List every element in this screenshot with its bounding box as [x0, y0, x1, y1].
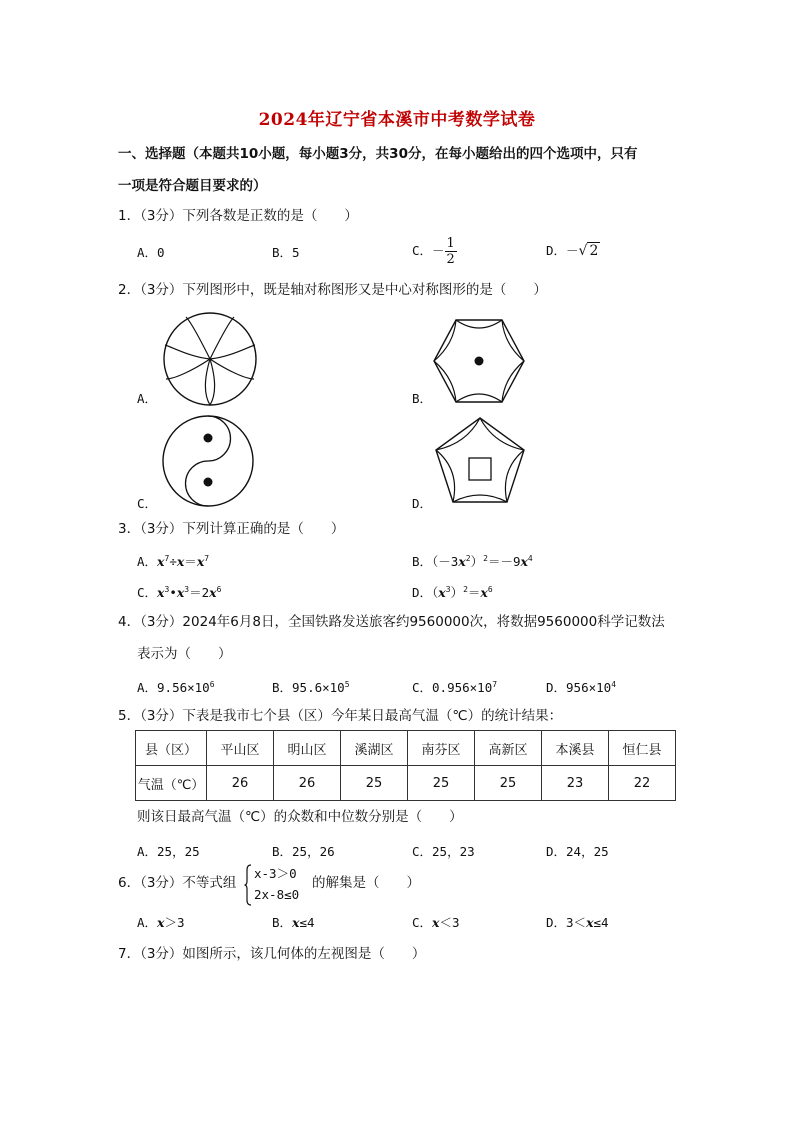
- question-7-stem: 7．（3分）如图所示，该几何体的左视图是（ ）: [118, 946, 426, 962]
- temperature-table: [135, 730, 676, 801]
- fraction: [445, 236, 457, 267]
- q4-option-b: B．$95.6\times 10^5$: [272, 680, 350, 695]
- table-cell: 县（区）: [136, 731, 207, 766]
- q2-option-d-label: D．: [412, 496, 433, 511]
- q2-option-b-label: B．: [412, 391, 433, 406]
- table-cell: 气温（℃）: [136, 766, 207, 801]
- question-2-stem: 2．（3分）下列图形中，既是轴对称图形又是中心对称图形的是（ ）: [118, 282, 547, 298]
- table-cell: 恒仁县: [609, 731, 676, 766]
- question-5-stem: 5．（3分）下表是我市七个县（区）今年某日最高气温（℃）的统计结果：: [118, 708, 563, 724]
- question-4-stem-line2: 表示为（ ）: [137, 646, 232, 662]
- q3-option-d: D．$(x^3)^2=x^6$: [412, 585, 493, 600]
- square-root: √ 2: [578, 243, 599, 259]
- table-cell: 23: [542, 766, 609, 801]
- table-cell: 平山区: [207, 731, 274, 766]
- table-cell: 26: [274, 766, 341, 801]
- page-title: 2024年辽宁省本溪市中考数学试卷: [258, 110, 536, 130]
- radicand: 2: [589, 243, 599, 259]
- question-6-stem-suffix: 的解集是（ ）: [312, 875, 420, 891]
- figure-d-pentagon-square: [434, 416, 526, 504]
- table-cell: 25: [408, 766, 475, 801]
- q1-option-d: [546, 241, 600, 259]
- q5-option-c: C．25，23: [412, 844, 475, 859]
- q1-option-d-prefix: D．－: [546, 243, 579, 258]
- fraction-denominator: 2: [446, 252, 455, 267]
- figure-c-yin-yang: [160, 413, 256, 509]
- inequality-2: 2x-8≤0: [254, 887, 300, 902]
- q6-option-d: D．3＜x≤4: [546, 915, 609, 930]
- table-cell: 高新区: [475, 731, 542, 766]
- q4-option-c: C．$0.956\times 10^7$: [412, 680, 498, 695]
- q5-option-a: A．25，25: [137, 844, 200, 859]
- inequality-1: x-3＞0: [254, 866, 297, 881]
- table-cell: 26: [207, 766, 274, 801]
- q6-option-a: A．x＞3: [137, 915, 185, 930]
- q4-option-d: D．$956\times 10^4$: [546, 680, 617, 695]
- q1-option-c: [412, 236, 457, 267]
- q3-option-c: C．$x^3•x^3=2x^6$: [137, 585, 222, 600]
- table-row: [136, 766, 676, 801]
- section-heading-line1: 一、选择题（本题共10小题，每小题3分，共30分，在每小题给出的四个选项中，只有: [118, 146, 638, 162]
- question-4-stem-line1: 4．（3分）2024年6月8日，全国铁路发送旅客约9560000次，将数据9560000科学记数法: [118, 614, 665, 630]
- section-heading-line2: 一项是符合题目要求的）: [118, 178, 267, 194]
- fraction-numerator: 1: [446, 236, 455, 251]
- q5-option-d: D．24，25: [546, 844, 609, 859]
- question-3-stem: 3．（3分）下列计算正确的是（ ）: [118, 521, 345, 537]
- table-cell: 本溪县: [542, 731, 609, 766]
- q2-option-a-label: A．: [137, 391, 158, 406]
- table-cell: 25: [475, 766, 542, 801]
- q3-option-b: B．$(-3x^2)^2=-9x^4$: [412, 554, 533, 569]
- figure-a-trefoil-circle: [160, 309, 260, 409]
- table-cell: 南芬区: [408, 731, 475, 766]
- table-cell: 25: [341, 766, 408, 801]
- figure-b-hexagon-arcs: [432, 318, 526, 404]
- table-cell: 22: [609, 766, 676, 801]
- table-header-row: [136, 731, 676, 766]
- q4-option-a: A．$9.56\times 10^6$: [137, 680, 215, 695]
- q6-option-b: B．x≤4: [272, 915, 315, 930]
- question-5-followup: 则该日最高气温（℃）的众数和中位数分别是（ ）: [137, 809, 463, 825]
- q6-option-c: C．x＜3: [412, 915, 460, 930]
- brace-icon: [244, 864, 252, 906]
- q2-option-c-label: C．: [137, 496, 158, 511]
- question-1-stem: 1．（3分）下列各数是正数的是（ ）: [118, 208, 358, 224]
- q1-option-a: A．0: [137, 245, 165, 260]
- table-cell: 明山区: [274, 731, 341, 766]
- q1-option-c-prefix: C．－: [412, 243, 445, 258]
- q5-option-b: B．25，26: [272, 844, 335, 859]
- table-cell: 溪湖区: [341, 731, 408, 766]
- q1-option-b: B．5: [272, 245, 300, 260]
- question-6-stem-prefix: 6．（3分）不等式组: [118, 875, 237, 891]
- q3-option-a: A．$x^7\div x=x^7$: [137, 554, 210, 569]
